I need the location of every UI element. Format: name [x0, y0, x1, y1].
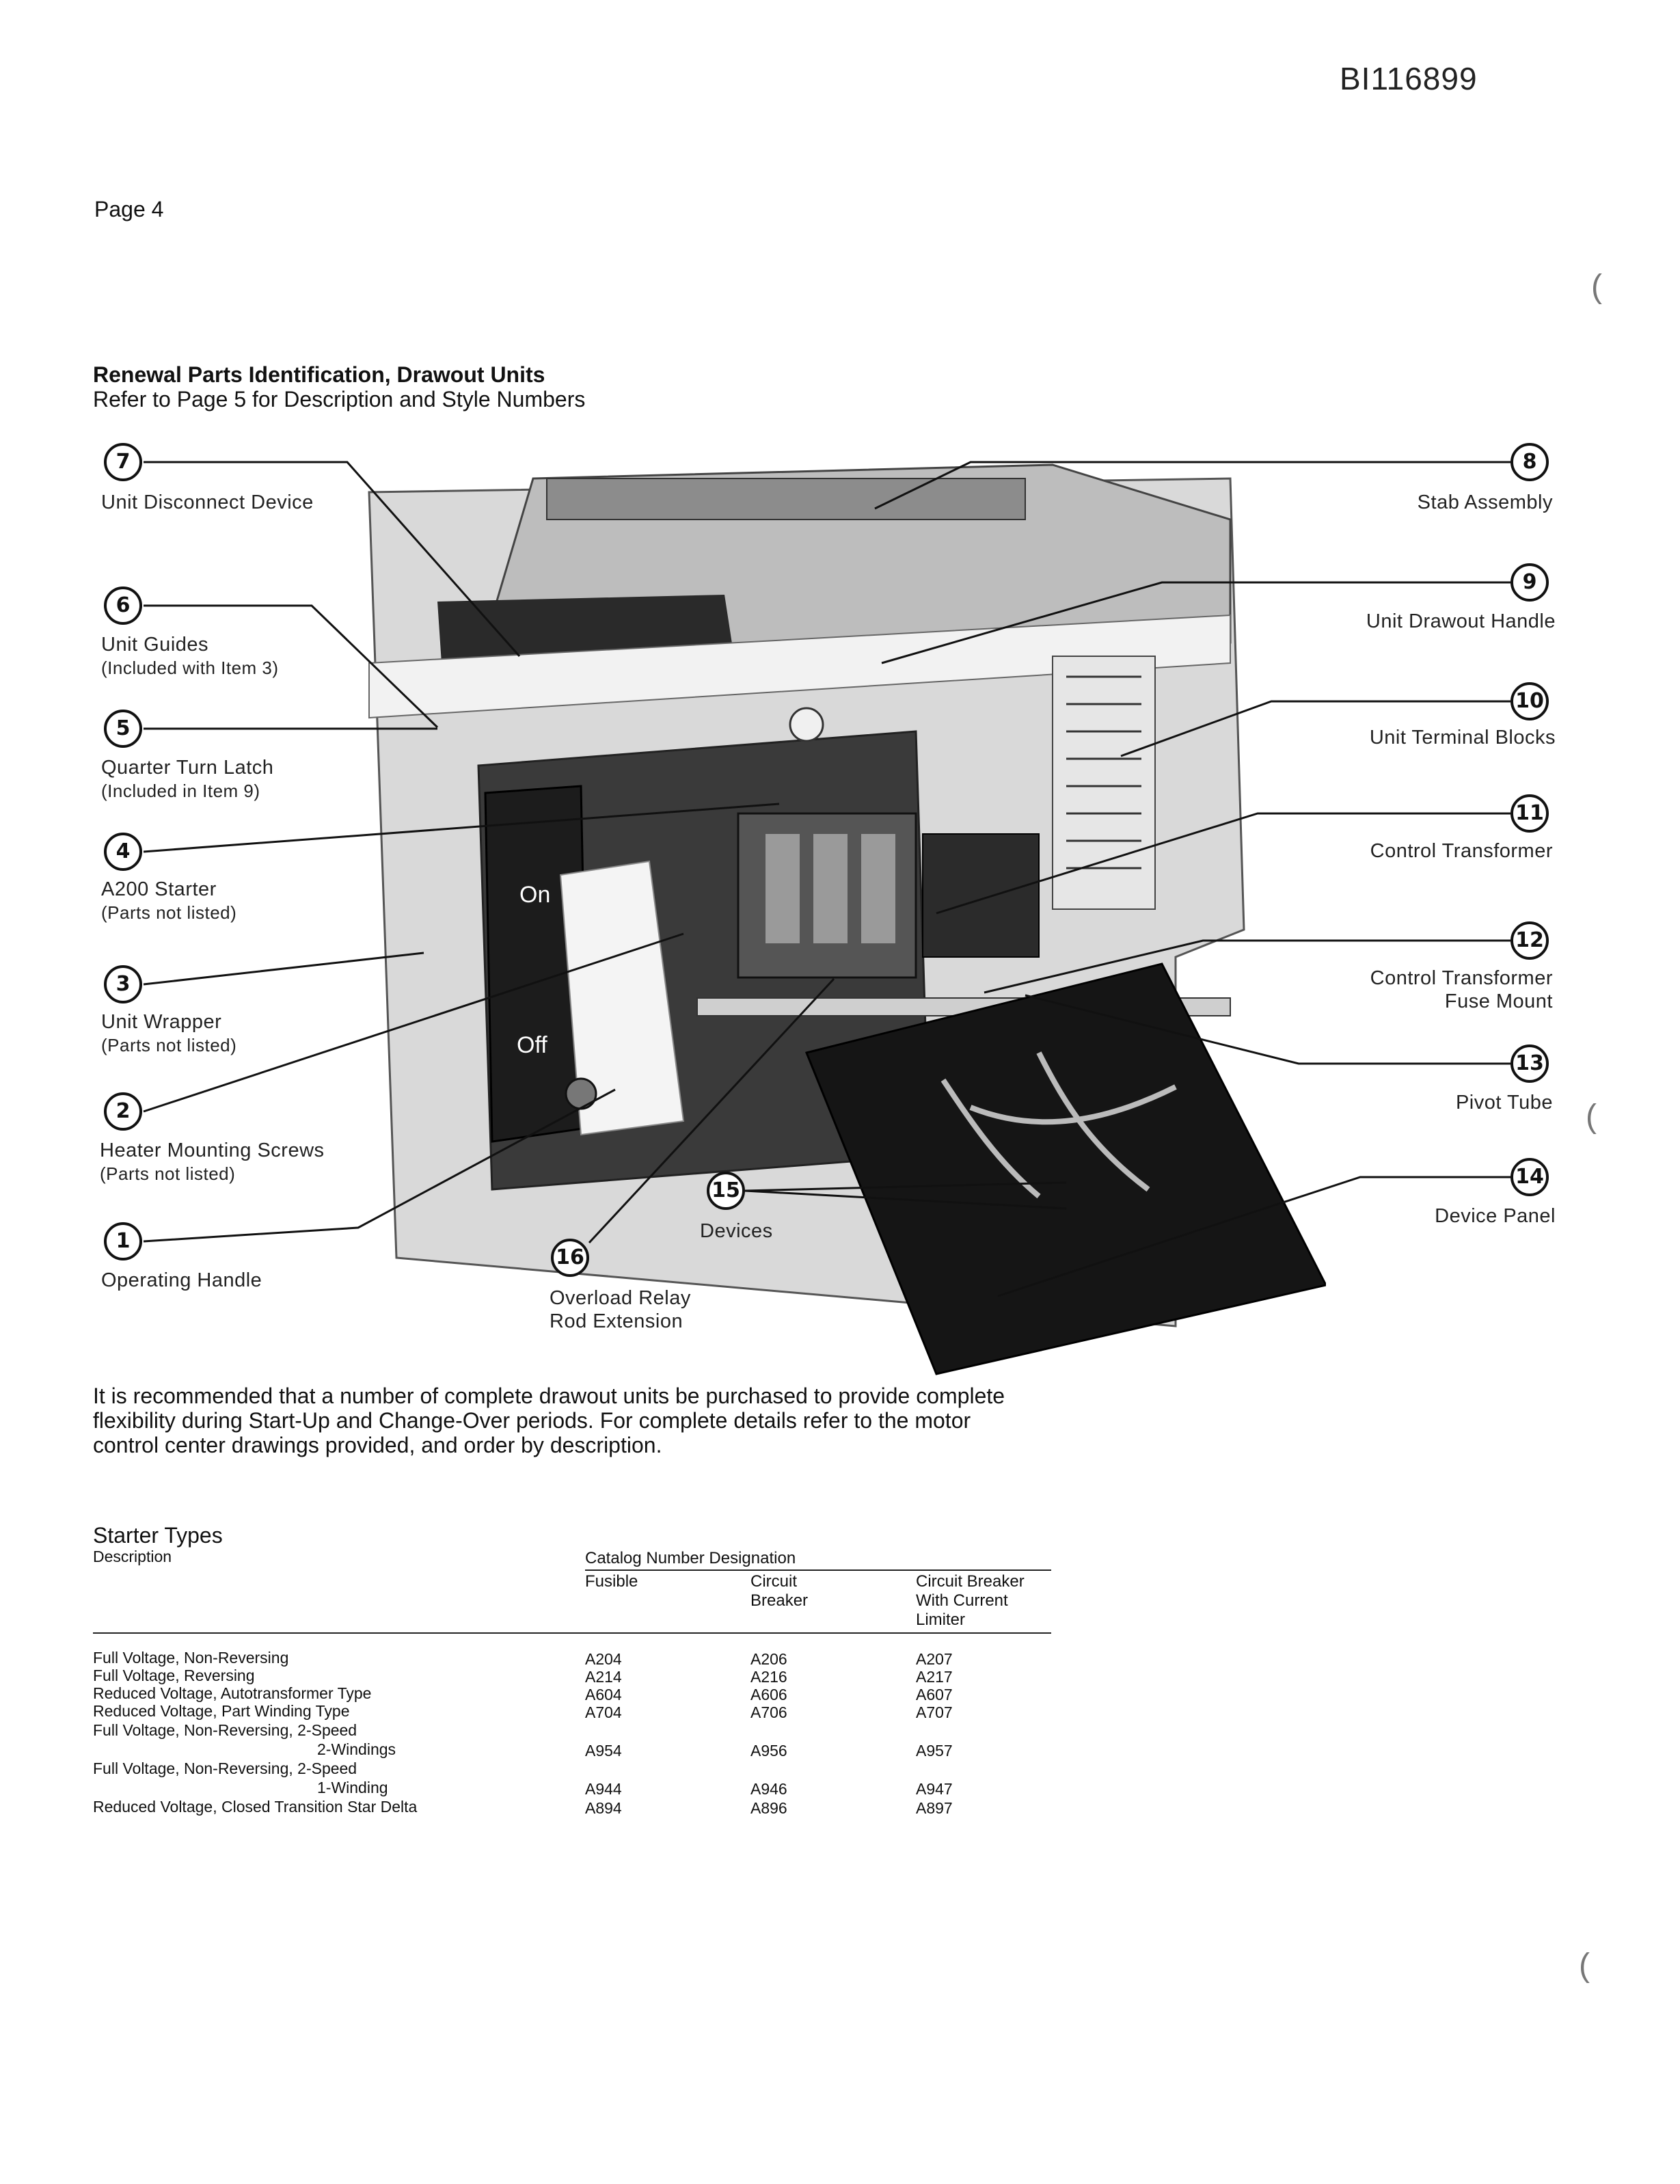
column-circuit-breaker: Circuit Breaker [750, 1572, 809, 1610]
callout-15-label: Devices [700, 1220, 773, 1242]
table-row-desc: Reduced Voltage, Part Winding Type [93, 1702, 350, 1720]
callout-badge-10: 10 [1510, 682, 1549, 720]
cell-cb: A606 [750, 1686, 787, 1703]
cell-cb: A206 [750, 1650, 787, 1668]
callout-2 [100, 1139, 325, 1185]
callout-badge-1: 1 [104, 1222, 142, 1260]
callout-badge-16: 16 [551, 1239, 589, 1277]
column-fusible: Fusible [585, 1572, 638, 1591]
callout-badge-3: 3 [104, 965, 142, 1003]
callout-1-label: Operating Handle [101, 1269, 262, 1291]
callout-10-label: Unit Terminal Blocks [1369, 727, 1556, 749]
table-row-desc: Reduced Voltage, Closed Transition Star Delta [93, 1798, 418, 1816]
cell-fusible: A704 [585, 1703, 622, 1721]
callout-14 [1435, 1204, 1556, 1228]
off-label: Off [517, 1032, 547, 1058]
callout-6 [101, 633, 279, 679]
cell-cb: A706 [750, 1703, 787, 1721]
callout-8 [1418, 491, 1553, 514]
cell-cbl: A707 [916, 1703, 953, 1721]
callout-16-sub: Rod Extension [550, 1310, 683, 1332]
cell-cb: A216 [750, 1668, 787, 1686]
callout-11-label: Control Transformer [1370, 840, 1553, 862]
cell-cb: A956 [750, 1742, 787, 1760]
cell-cbl: A897 [916, 1799, 953, 1817]
callout-4 [101, 878, 236, 924]
callout-badge-5: 5 [104, 710, 142, 748]
callout-8-label: Stab Assembly [1417, 491, 1553, 513]
cell-cb: A896 [750, 1799, 787, 1817]
table-row-desc: Full Voltage, Reversing [93, 1667, 255, 1684]
cell-fusible: A214 [585, 1668, 622, 1686]
cell-fusible: A954 [585, 1742, 622, 1760]
callout-5-sub: (Included in Item 9) [101, 781, 260, 801]
callout-7-label: Unit Disconnect Device [101, 491, 314, 513]
callout-13 [1456, 1091, 1553, 1114]
callout-badge-15: 15 [707, 1172, 745, 1210]
callout-14-label: Device Panel [1435, 1205, 1556, 1227]
cell-cbl: A607 [916, 1686, 953, 1703]
callout-2-label: Heater Mounting Screws [100, 1140, 325, 1161]
starter-types-title: Starter Types [93, 1523, 223, 1548]
callout-15 [700, 1219, 773, 1243]
callout-badge-9: 9 [1510, 563, 1549, 602]
page-number: Page 4 [94, 197, 164, 221]
callout-16 [550, 1286, 691, 1333]
margin-mark: ( [1586, 1098, 1597, 1135]
callout-5 [101, 756, 273, 803]
callout-10 [1370, 726, 1556, 749]
table-row-desc: Reduced Voltage, Autotransformer Type [93, 1684, 372, 1702]
callout-badge-8: 8 [1510, 443, 1549, 481]
table-row-desc: Full Voltage, Non-Reversing [93, 1649, 289, 1667]
callout-12-sub: Fuse Mount [1444, 990, 1553, 1012]
margin-mark: ( [1591, 269, 1602, 305]
cell-fusible: A604 [585, 1686, 622, 1703]
callout-badge-11: 11 [1510, 794, 1549, 833]
callout-badge-13: 13 [1510, 1044, 1549, 1083]
table-row-desc-detail: 1-Winding [317, 1779, 388, 1796]
callout-6-label: Unit Guides [101, 634, 209, 656]
callout-3-label: Unit Wrapper [101, 1011, 222, 1033]
callout-11 [1370, 839, 1553, 863]
callout-12 [1370, 967, 1553, 1013]
callout-1 [101, 1269, 262, 1292]
cell-cbl: A207 [916, 1650, 953, 1668]
callout-5-label: Quarter Turn Latch [101, 757, 274, 779]
cell-cb: A946 [750, 1780, 787, 1798]
callout-badge-6: 6 [104, 587, 142, 625]
callout-badge-14: 14 [1510, 1158, 1549, 1196]
section-title: Renewal Parts Identification, Drawout Units [93, 362, 545, 387]
callout-badge-7: 7 [104, 443, 142, 481]
callout-13-label: Pivot Tube [1455, 1092, 1553, 1114]
document-id: BI116899 [1340, 61, 1478, 96]
callout-badge-12: 12 [1510, 921, 1549, 960]
callout-badge-2: 2 [104, 1092, 142, 1131]
description-header: Description [93, 1548, 172, 1565]
table-row-desc: Full Voltage, Non-Reversing, 2-Speed [93, 1721, 357, 1739]
cell-fusible: A894 [585, 1799, 622, 1817]
column-cb-current-limiter: Circuit Breaker With Current Limiter [916, 1572, 1025, 1629]
cell-cbl: A217 [916, 1668, 953, 1686]
catalog-header-rule [585, 1569, 1051, 1571]
callout-9-label: Unit Drawout Handle [1366, 610, 1556, 632]
callout-4-sub: (Parts not listed) [101, 902, 237, 923]
table-header-rule [93, 1632, 1051, 1634]
catalog-number-header: Catalog Number Designation [585, 1549, 796, 1567]
callout-3 [101, 1010, 236, 1057]
callout-12-label: Control Transformer [1370, 967, 1553, 989]
table-row-desc: Full Voltage, Non-Reversing, 2-Speed [93, 1760, 357, 1777]
section-subtitle: Refer to Page 5 for Description and Style Numbers [93, 387, 586, 412]
cell-cbl: A947 [916, 1780, 953, 1798]
margin-mark: ( [1579, 1947, 1590, 1984]
cell-fusible: A204 [585, 1650, 622, 1668]
callout-6-sub: (Included with Item 3) [101, 658, 279, 678]
on-label: On [519, 882, 551, 908]
callout-9 [1366, 610, 1556, 633]
callout-7 [101, 491, 314, 514]
cell-cbl: A957 [916, 1742, 953, 1760]
purchase-recommendation-note: It is recommended that a number of complete drawout units be purchased to provide complete flexibility during Start-Up and Change-Over periods. For complete details refer to the motor control center drawings provided, and order by description. [93, 1384, 1005, 1457]
table-row-desc-detail: 2-Windings [317, 1740, 396, 1758]
callout-2-sub: (Parts not listed) [100, 1163, 236, 1184]
callout-3-sub: (Parts not listed) [101, 1035, 237, 1055]
callout-16-label: Overload Relay [550, 1287, 691, 1309]
callout-4-label: A200 Starter [101, 878, 217, 900]
callout-badge-4: 4 [104, 833, 142, 871]
cell-fusible: A944 [585, 1780, 622, 1798]
